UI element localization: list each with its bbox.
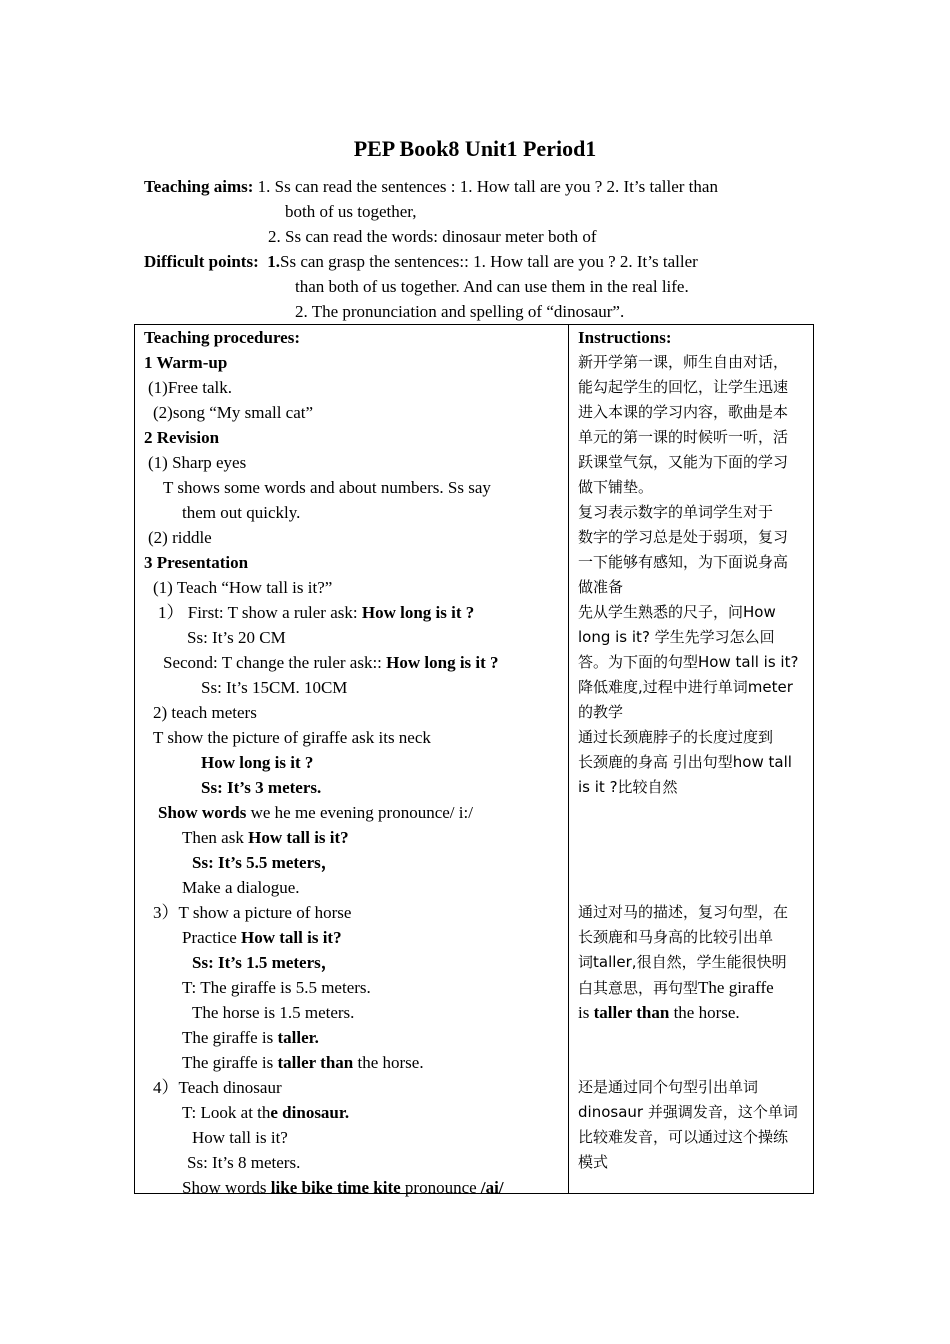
how-long-question: How long is it ? bbox=[201, 753, 314, 772]
teach-dinosaur: 4）Teach dinosaur bbox=[153, 1078, 282, 1097]
first-ruler-line: 1） First: T show a ruler ask: How long is it ? bbox=[158, 603, 475, 622]
look-dinosaur: T: Look at the dinosaur. bbox=[182, 1103, 350, 1122]
instruction-line: is taller than the horse. bbox=[578, 1003, 740, 1022]
instruction-line: 一下能够有感知，为下面说身高 bbox=[578, 553, 789, 571]
difficult-points-text-1: Ss can grasp the sentences:: 1. How tall are you ? 2. It’s taller bbox=[280, 252, 698, 271]
sharp-eyes: (1) Sharp eyes bbox=[148, 453, 247, 472]
instruction-line: 单元的第一课的时候听一听，活 bbox=[578, 428, 789, 446]
second-ruler-line: Second: T change the ruler ask:: How long is it ? bbox=[163, 653, 499, 672]
difficult-points-label: Difficult points: bbox=[144, 252, 259, 271]
instruction-line: 复习表示数字的单词学生对于 bbox=[578, 503, 774, 521]
instruction-line: 词taller,很自然，学生能很快明 bbox=[578, 953, 787, 971]
instruction-line: 跃课堂气氛，又能为下面的学习 bbox=[578, 453, 789, 471]
instruction-line: 能勾起学生的回忆，让学生迅速 bbox=[578, 378, 789, 396]
instruction-line: 数字的学习总是处于弱项，复习 bbox=[578, 528, 789, 546]
teach-how-tall: (1) Teach “How tall is it?” bbox=[153, 578, 333, 597]
instruction-line: 做下铺垫。 bbox=[578, 478, 654, 496]
how-tall-question: How tall is it? bbox=[192, 1128, 288, 1147]
difficult-points-text-1b: than both of us together. And can use them in the real life. bbox=[295, 277, 689, 296]
second-answer: Ss: It’s 15CM. 10CM bbox=[201, 678, 348, 697]
show-words-line: Show words we he me evening pronounce/ i:/ bbox=[158, 803, 473, 822]
giraffe-taller: The giraffe is taller. bbox=[182, 1028, 319, 1047]
teaching-aims-text-2: 2. Ss can read the words: dinosaur meter both of bbox=[268, 227, 597, 246]
instruction-line: 通过长颈鹿脖子的长度过度到 bbox=[578, 728, 774, 746]
instruction-line: 通过对马的描述，复习句型，在 bbox=[578, 903, 789, 921]
giraffe-neck: T show the picture of giraffe ask its neck bbox=[153, 728, 431, 747]
instruction-line: 降低难度,过程中进行单词meter bbox=[578, 678, 793, 696]
instruction-line: 长颈鹿和马身高的比较引出单 bbox=[578, 928, 774, 946]
teaching-aims-text-1: 1. Ss can read the sentences : 1. How tall are you ? 2. It’s taller than bbox=[253, 177, 718, 196]
procedures-header: Teaching procedures: bbox=[144, 328, 301, 347]
instruction-line: 先从学生熟悉的尺子，问How bbox=[578, 603, 776, 621]
instruction-line: long is it? 学生先学习怎么回 bbox=[578, 628, 775, 646]
teaching-aims-label: Teaching aims: bbox=[144, 177, 254, 196]
three-meters-answer: Ss: It’s 3 meters. bbox=[201, 778, 322, 797]
difficult-points-text-2: 2. The pronunciation and spelling of “dinosaur”. bbox=[295, 302, 625, 321]
first-answer: Ss: It’s 20 CM bbox=[187, 628, 286, 647]
one-five-meters-answer: Ss: It’s 1.5 meters， bbox=[192, 953, 338, 972]
difficult-points-num: 1. bbox=[267, 252, 280, 271]
instruction-line: dinosaur 并强调发音，这个单词 bbox=[578, 1103, 798, 1121]
show-words-ai-line: Show words like bike time kite pronounce /ai/ bbox=[182, 1178, 504, 1197]
instruction-line: 答。为下面的句型How tall is it? bbox=[578, 653, 799, 671]
horse-picture: 3）T show a picture of horse bbox=[153, 903, 352, 922]
eight-meters-answer: Ss: It’s 8 meters. bbox=[187, 1153, 301, 1172]
then-ask-line: Then ask How tall is it? bbox=[182, 828, 349, 847]
section-revision: 2 Revision bbox=[144, 428, 220, 447]
teaching-aims-line-1 bbox=[144, 174, 718, 199]
sharp-eyes-desc-2: them out quickly. bbox=[182, 503, 301, 522]
free-talk: (1)Free talk. bbox=[148, 378, 233, 397]
teach-meters: 2) teach meters bbox=[153, 703, 257, 722]
section-presentation: 3 Presentation bbox=[144, 553, 249, 572]
instruction-line: 长颈鹿的身高 引出句型how tall bbox=[578, 753, 792, 771]
practice-line: Practice How tall is it? bbox=[182, 928, 342, 947]
sharp-eyes-desc-1: T shows some words and about numbers. Ss say bbox=[163, 478, 491, 497]
instruction-line: 做准备 bbox=[578, 578, 624, 596]
song: (2)song “My small cat” bbox=[153, 403, 314, 422]
instruction-line: 还是通过同个句型引出单词 bbox=[578, 1078, 759, 1096]
page-title: PEP Book8 Unit1 Period1 bbox=[353, 136, 597, 161]
instructions-header: Instructions: bbox=[578, 328, 672, 347]
section-warmup: 1 Warm-up bbox=[144, 353, 228, 372]
instruction-line: 的教学 bbox=[578, 703, 624, 721]
difficult-points-line-1 bbox=[144, 249, 698, 274]
instruction-line: 进入本课的学习内容，歌曲是本 bbox=[578, 403, 789, 421]
five-meters-answer: Ss: It’s 5.5 meters， bbox=[192, 853, 338, 872]
riddle: (2) riddle bbox=[148, 528, 212, 547]
giraffe-meters: T: The giraffe is 5.5 meters. bbox=[182, 978, 371, 997]
instruction-line: 比较难发音，可以通过这个操练 bbox=[578, 1128, 789, 1146]
instruction-line: 白其意思，再句型The giraffe bbox=[578, 978, 774, 997]
giraffe-taller-than: The giraffe is taller than the horse. bbox=[182, 1053, 424, 1072]
horse-meters: The horse is 1.5 meters. bbox=[192, 1003, 355, 1022]
teaching-aims-text-1b: both of us together, bbox=[285, 202, 417, 221]
instruction-line: 新开学第一课，师生自由对话， bbox=[578, 353, 789, 371]
column-divider bbox=[568, 325, 569, 1193]
make-dialogue: Make a dialogue. bbox=[182, 878, 300, 897]
instruction-line: is it ?比较自然 bbox=[578, 778, 678, 796]
instruction-line: 模式 bbox=[578, 1153, 609, 1171]
procedures-table bbox=[134, 324, 814, 1197]
